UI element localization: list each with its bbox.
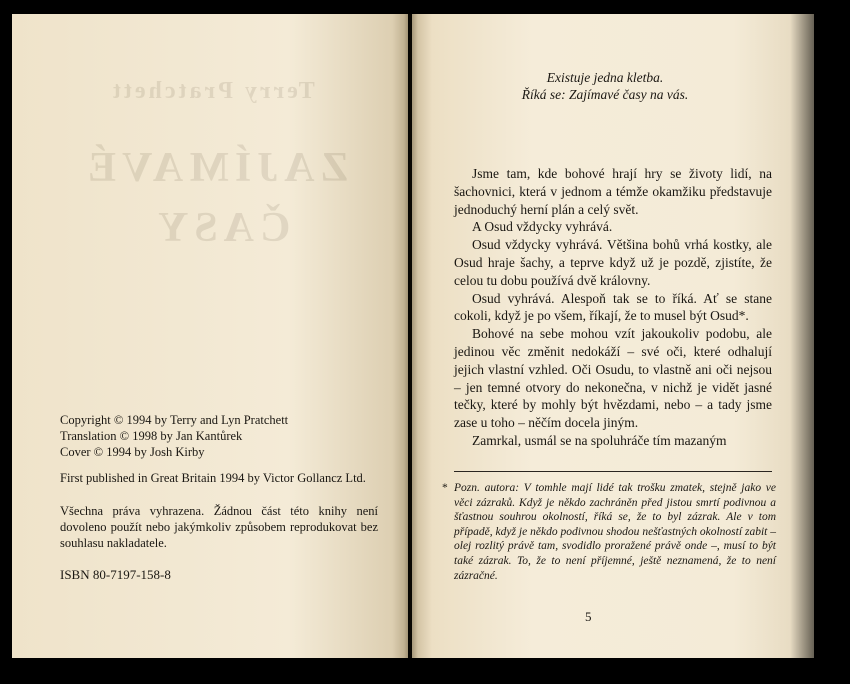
- copyright-credits: [60, 412, 380, 460]
- credit-line: Copyright © 1994 by Terry and Lyn Pratchett: [60, 413, 289, 427]
- isbn: ISBN 80-7197-158-8: [60, 567, 171, 582]
- footnote-text: Pozn. autora: V tomhle mají lidé tak trošku zmatek, stejně jako ve věci zázraků. Když je někdo zachráněn před jistou smrtí podivnou a šťastnou souhrou okolností, říká se, že to byl zázrak. Ale v tom případě, když je někdo podivnou shodou nešťastných okolností zabit – olej rozlitý právě tam, svodidlo proražené právě onde –, musí to být také zázrak. To, že to není příjemné, ještě neznamená, že to není zázračné.: [454, 482, 776, 582]
- first-published-note: First published in Great Britain 1994 by Victor Gollancz Ltd.: [60, 471, 366, 485]
- paragraph: Osud vždycky vyhrává. Většina bohů vrhá kostky, ale Osud hraje šachy, a teprve když už je pozdě, zjistíte, že celou tu dobu používá dvě královny.: [454, 237, 772, 288]
- paragraph: Bohové na sebe mohou vzít jakoukoliv podobu, ale jedinou věc změnit nedokáží – své oči, které odhalují jejich vlastní vzhled. Oči Osudu, to vlastně ani oči nejsou – jen temné otvory do nekonečna, v nichž je vidět jasné tečky, které by mohly být hvězdami, nebo – a tady jsme zase u toho – něčím docela jiným.: [454, 326, 772, 431]
- paragraph: A Osud vždycky vyhrává.: [472, 219, 613, 235]
- paragraph: Jsme tam, kde bohové hrají hry se životy lidí, na šachovnici, která v jednom a témže okamžiku představuje jednoduchý herní plán a celý svět.: [454, 166, 772, 217]
- epigraph-line: Existuje jedna kletba.: [546, 70, 664, 85]
- footnote-rule: [454, 471, 772, 472]
- footnote-mark: *: [442, 482, 448, 494]
- paragraph: Zamrkal, usmál se na spoluhráče tím mazaným: [472, 432, 727, 448]
- paragraph: Osud vyhrává. Alespoň tak se to říká. Ať se stane cokoli, když je po všem, říkají, že to musel být Osud*.: [454, 290, 772, 324]
- footnote: [442, 481, 776, 583]
- show-through-bleed: Terry Pratchett ZAJÍMAVÉ ČASY: [82, 78, 349, 251]
- epigraph: [470, 69, 740, 103]
- rights-notice: Všechna práva vyhrazena. Žádnou část této knihy není dovoleno použít nebo jakýmkoliv způsobem reprodukovat bez souhlasu nakladatele.: [60, 504, 378, 550]
- chapter-body: [454, 165, 772, 450]
- credit-line: Cover © 1994 by Josh Kirby: [60, 445, 205, 459]
- page-number: 5: [585, 609, 592, 624]
- page-edge-shadow: [790, 14, 814, 658]
- left-page: [12, 14, 408, 658]
- spine-shadow: [404, 14, 418, 658]
- epigraph-line: Říká se: Zajímavé časy na vás.: [521, 87, 689, 102]
- credit-line: Translation © 1998 by Jan Kantůrek: [60, 429, 243, 443]
